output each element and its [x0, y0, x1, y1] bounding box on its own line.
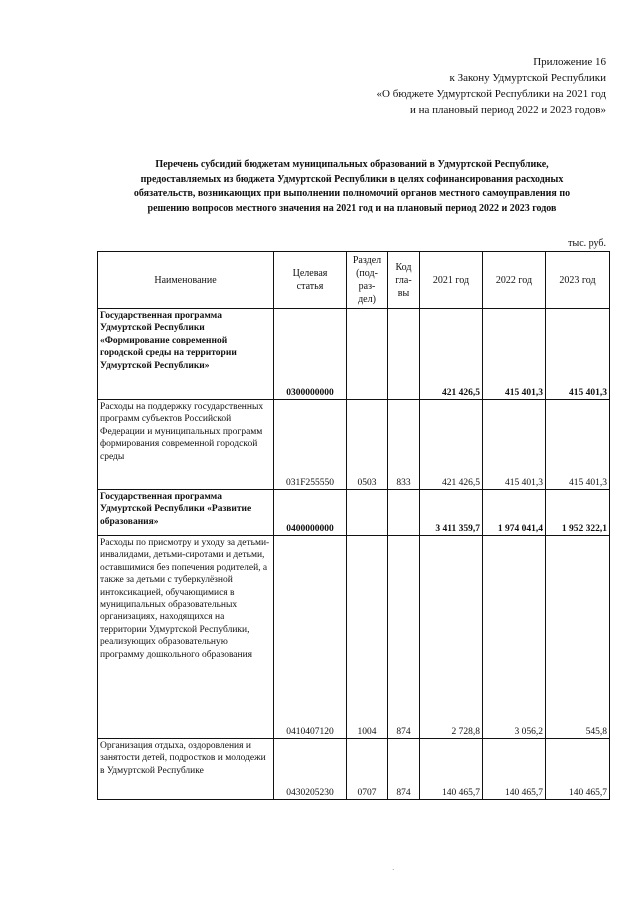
row-name: Организация отдыха, оздоровления и занятости детей, подростков и молодежи в Удмуртской Республике: [98, 739, 274, 800]
row-2023: 1 952 322,1: [546, 490, 610, 536]
row-2023: 140 465,7: [546, 739, 610, 800]
col-header-name: Наименование: [98, 252, 274, 309]
title-line: Перечень субсидий бюджетам муниципальных образований в Удмуртской Республике,: [155, 159, 549, 170]
col-header-chapter: Код гла- вы: [388, 252, 420, 309]
row-name: Государственная программа Удмуртской Республики «Развитие образования»: [98, 490, 274, 536]
table-row: [98, 400, 610, 490]
row-2021: 421 426,5: [420, 309, 483, 400]
row-name: Государственная программа Удмуртской Республики «Формирование современной городской среды на территории Удмуртской Республики»: [98, 309, 274, 400]
appendix-line: и на плановый период 2022 и 2023 годов»: [409, 104, 606, 116]
row-target: 031F255550: [274, 400, 347, 490]
document-title: [96, 158, 608, 216]
col-header-2022: 2022 год: [483, 252, 546, 309]
row-target: 0430205230: [274, 739, 347, 800]
row-section: 0707: [347, 739, 388, 800]
scan-mark: ·: [392, 866, 395, 874]
row-2023: 415 401,3: [546, 400, 610, 490]
title-line: обязательств, возникающих при выполнении полномочий органов местного самоуправления по: [133, 188, 571, 199]
col-header-2021: 2021 год: [420, 252, 483, 309]
row-name: Расходы по присмотру и уходу за детьми-инвалидами, детьми-сиротами и детьми, оставшимися без попечения родителей, а также за детьми с туберкулёзной интоксикацией, обучающимися в муниципальных образовательных организациях, находящихся на территории Удмуртской Республики, реализующих образовательную программу дошкольного образования: [98, 536, 274, 739]
col-header-section: Раздел (под- раз- дел): [347, 252, 388, 309]
table-header-row: [98, 252, 610, 309]
row-2021: 2 728,8: [420, 536, 483, 739]
title-line: решению вопросов местного значения на 2021 год и на плановый период 2022 и 2023 годов: [147, 202, 557, 214]
table-row: [98, 536, 610, 739]
row-target: 0410407120: [274, 536, 347, 739]
row-2022: 415 401,3: [483, 309, 546, 400]
row-section: 0503: [347, 400, 388, 490]
table-row: [98, 490, 610, 536]
row-section: [347, 309, 388, 400]
appendix-line: к Закону Удмуртской Республики: [449, 72, 606, 84]
table-row: [98, 739, 610, 800]
row-section: 1004: [347, 536, 388, 739]
row-2022: 1 974 041,4: [483, 490, 546, 536]
row-2021: 140 465,7: [420, 739, 483, 800]
title-line: предоставляемых из бюджета Удмуртской Республики в целях софинансирования расходных: [140, 173, 564, 185]
row-target: 0300000000: [274, 309, 347, 400]
row-chapter: 874: [388, 536, 420, 739]
appendix-line: «О бюджете Удмуртской Республики на 2021 год: [376, 88, 606, 100]
col-header-2023: 2023 год: [546, 252, 610, 309]
row-2023: 415 401,3: [546, 309, 610, 400]
appendix-header: [377, 54, 606, 118]
row-chapter: 874: [388, 739, 420, 800]
row-2022: 415 401,3: [483, 400, 546, 490]
appendix-line: Приложение 16: [533, 56, 606, 68]
row-section: [347, 490, 388, 536]
row-2022: 140 465,7: [483, 739, 546, 800]
row-target: 0400000000: [274, 490, 347, 536]
row-2022: 3 056,2: [483, 536, 546, 739]
subsidies-table: [97, 251, 610, 800]
col-header-target: Целевая статья: [274, 252, 347, 309]
table-row: [98, 309, 610, 400]
row-2021: 3 411 359,7: [420, 490, 483, 536]
row-name: Расходы на поддержку государственных программ субъектов Российской Федерации и муниципальных программ формирования современной городской среды: [98, 400, 274, 490]
row-chapter: [388, 490, 420, 536]
row-2021: 421 426,5: [420, 400, 483, 490]
row-chapter: [388, 309, 420, 400]
row-chapter: 833: [388, 400, 420, 490]
units-label: тыс. руб.: [568, 238, 606, 249]
row-2023: 545,8: [546, 536, 610, 739]
